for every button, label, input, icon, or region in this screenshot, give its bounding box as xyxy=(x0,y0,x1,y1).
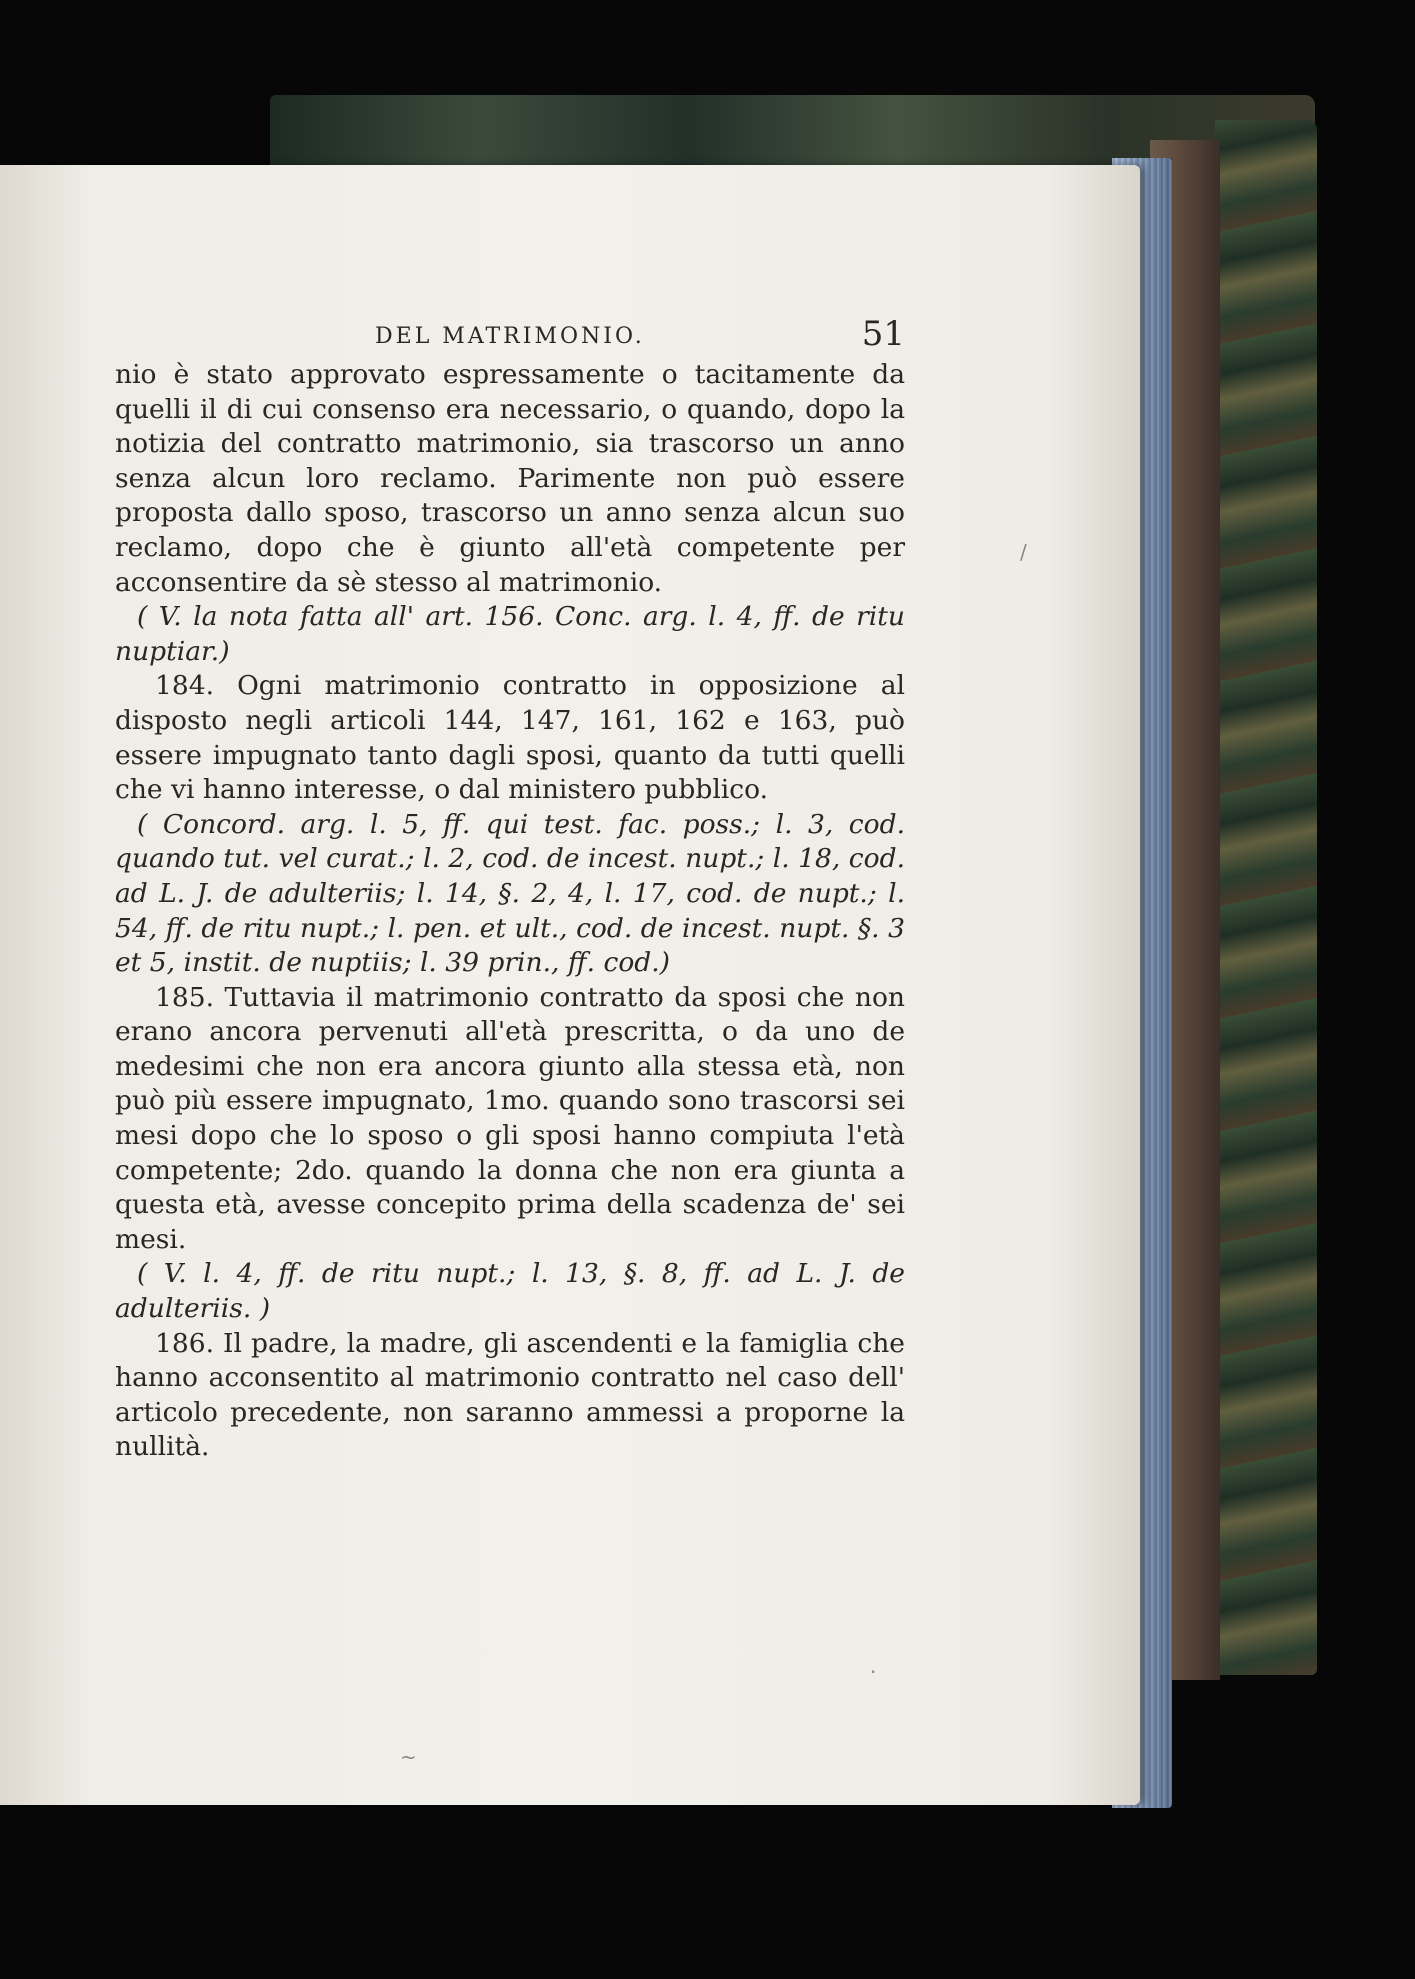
page-number: 51 xyxy=(861,314,905,354)
page-mark: · xyxy=(870,1660,877,1684)
reference-note: ( V. la nota fatta all' art. 156. Conc. arg. l. 4, ff. de ritu nuptiar.) xyxy=(115,601,905,667)
paragraph-continuation: nio è stato approvato espressamente o tacitamente da quelli il di cui consenso era necessario, o quando, dopo la notizia del contratto matrimonio, sia trascorso un anno senza alcun loro reclamo. Parimente non può essere proposta dallo sposo, trascorso un anno senza alcun suo reclamo, dopo che è giunto all'età competente per acconsentire da sè stesso al matrimonio. xyxy=(115,359,905,598)
page-mark: / xyxy=(1020,540,1027,564)
reference-note: ( Concord. arg. l. 5, ff. qui test. fac. poss.; l. 3, cod. quando tut. vel curat.; l. 2, cod. de incest. nupt.; l. 18, cod. ad L. J. de adulteriis; l. 14, §. 2, 4, l. 17, cod. de nupt.; l. 54, ff. de ritu nupt.; l. pen. et ult., cod. de incest. nupt. §. 3 et 5, instit. de nuptiis; l. 39 prin., ff. cod.) xyxy=(115,808,905,979)
page-text xyxy=(115,314,905,1465)
article-185: 185. Tuttavia il matrimonio contratto da sposi che non erano ancora pervenuti all'età prescritta, o da uno de medesimi che non era ancora giunto alla stessa età, non può più essere impugnato, 1mo. quando sono trascorsi sei mesi dopo che lo sposo o gli sposi hanno compiuta l'età competente; 2do. quando la donna che non era giunta a questa età, avesse concepito prima della scadenza de' sei mesi. xyxy=(115,981,905,1255)
reference-note: ( V. l. 4, ff. de ritu nupt.; l. 13, §. 8, ff. ad L. J. de adulteriis. ) xyxy=(115,1258,905,1325)
page-mark: ~ xyxy=(400,1745,417,1769)
marbled-cover xyxy=(1215,120,1317,1675)
article-186: 186. Il padre, la madre, gli ascendenti e la famiglia che hanno acconsentito al matrimonio contratto nel caso dell' articolo precedente, non saranno ammessi a proporne la nullità. xyxy=(115,1327,905,1463)
page-header xyxy=(115,314,905,358)
article-184: 184. Ogni matrimonio contratto in opposizione al disposto negli articoli 144, 147, 161, 162 e 163, può essere impugnato tanto dagli sposi, quanto da tutti quelli che vi hanno interesse, o dal ministero pubblico. xyxy=(115,670,905,806)
running-head: DEL MATRIMONIO. xyxy=(375,324,645,349)
